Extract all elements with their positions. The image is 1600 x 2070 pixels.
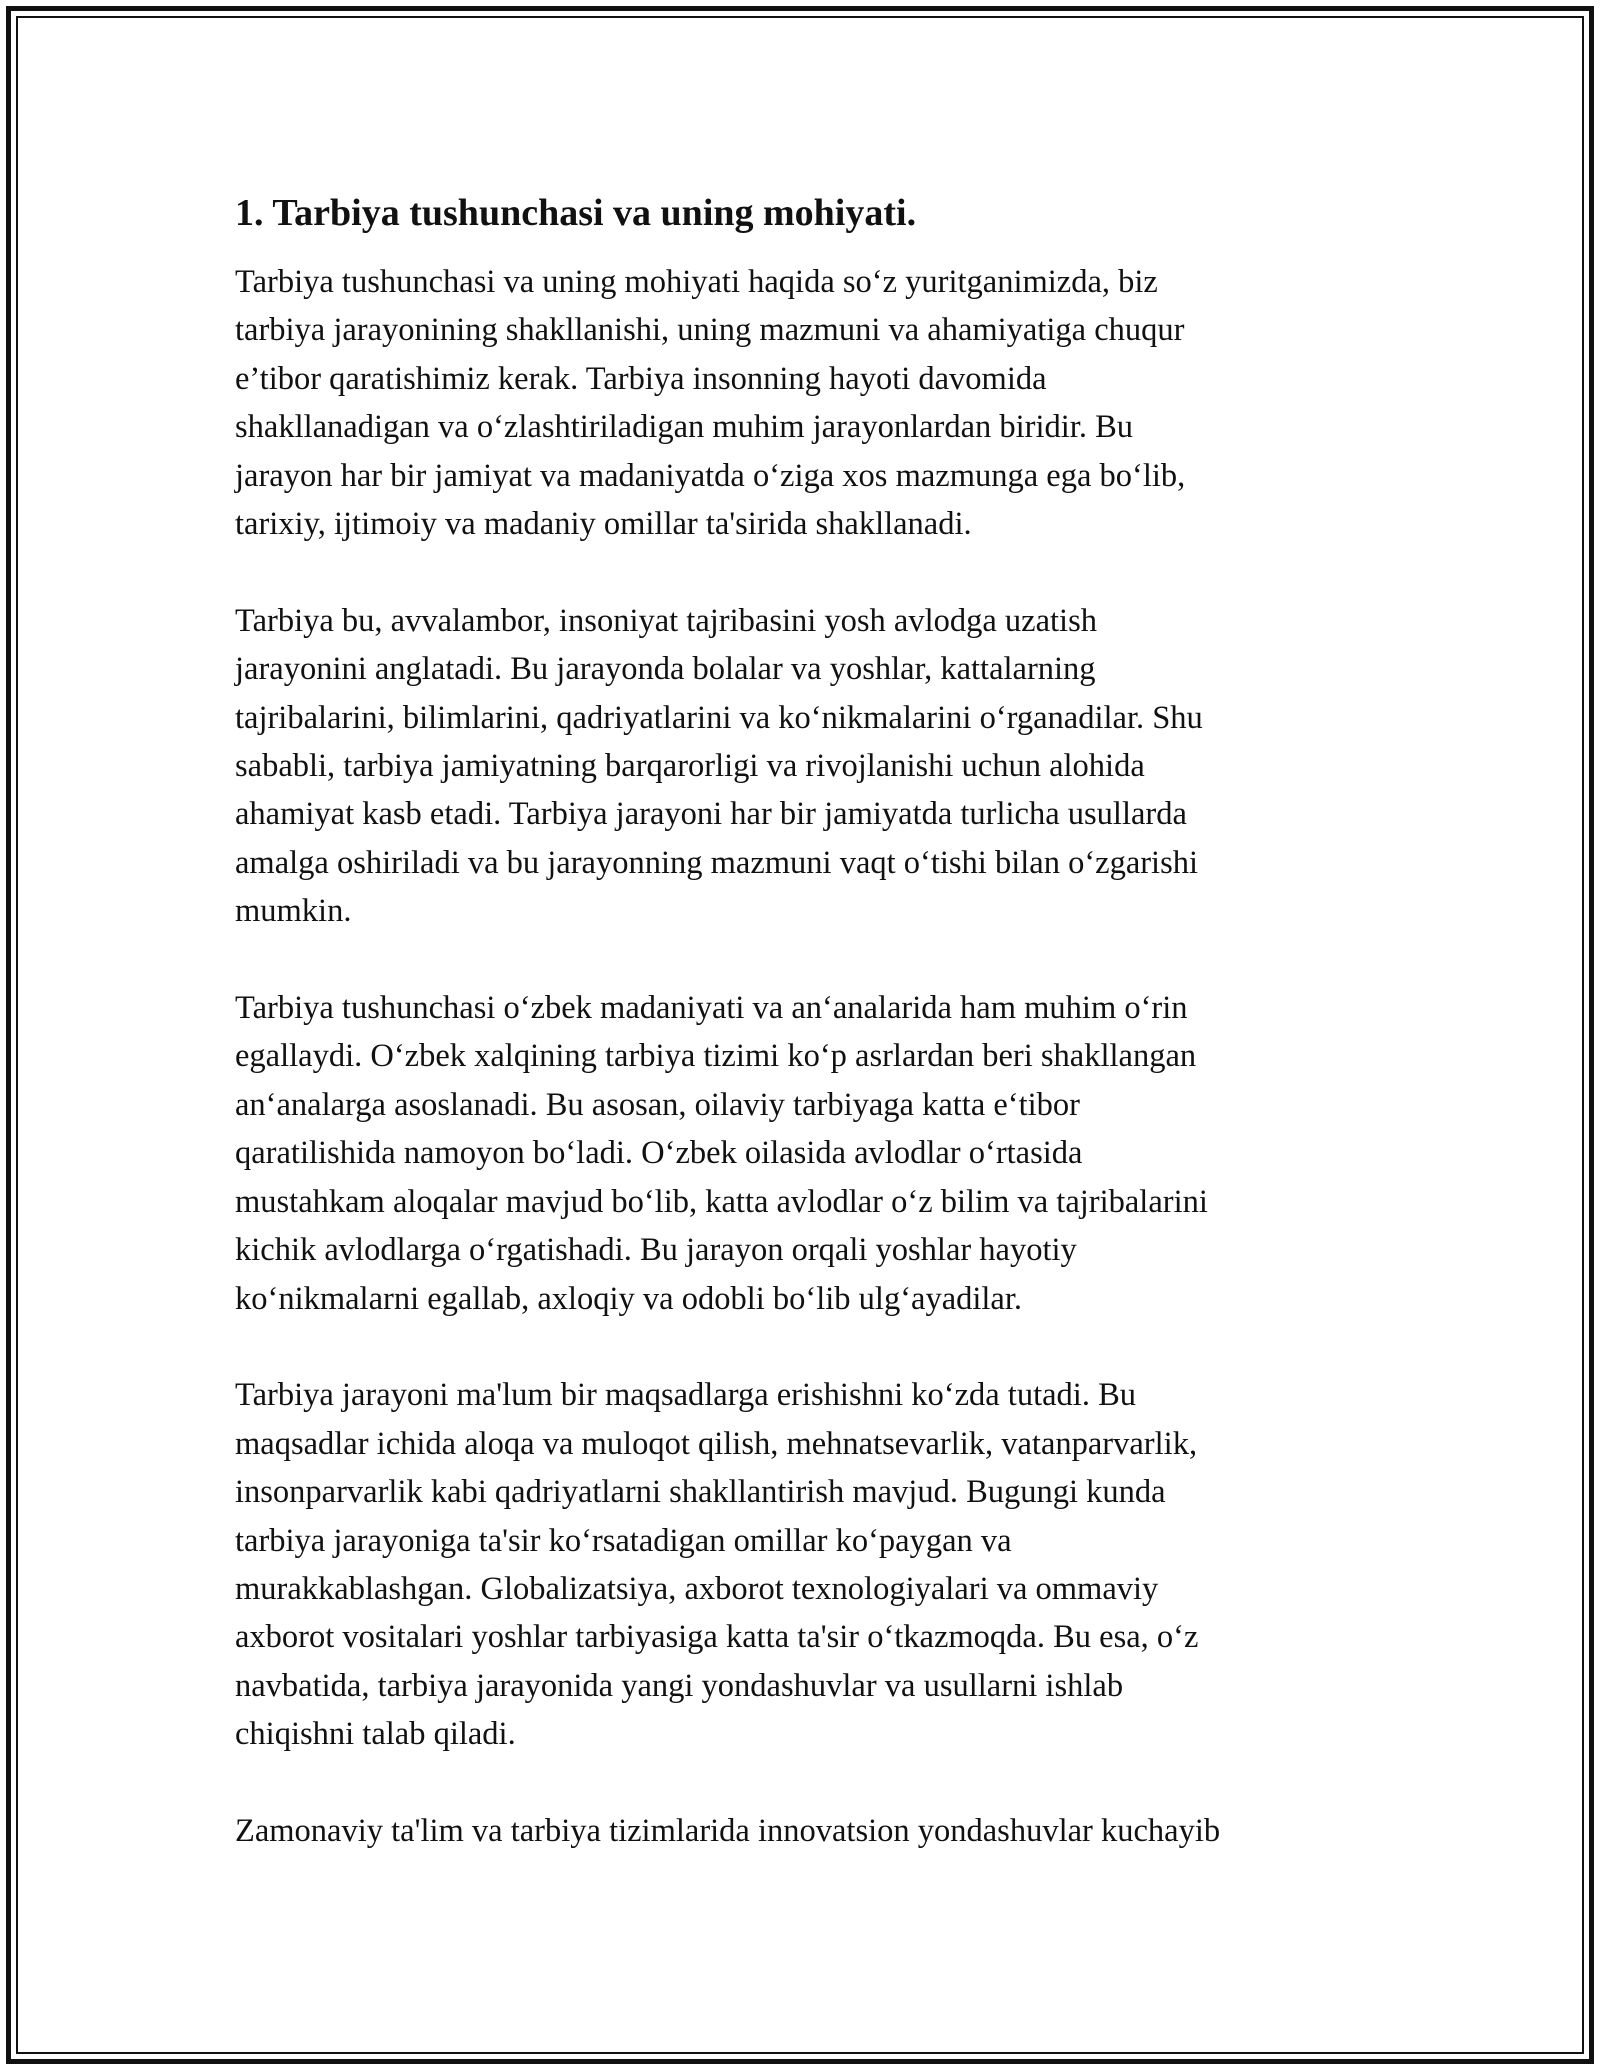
paragraph-line: shakllanadigan va o‘zlashtiriladigan muhim jarayonlardan biridir. Bu: [235, 409, 1134, 446]
paragraph-line: ko‘nikmalarni egallab, axloqiy va odobli bo‘lib ulg‘ayadilar.: [235, 1280, 1023, 1317]
section-heading: 1. Tarbiya tushunchasi va uning mohiyati.: [235, 192, 917, 234]
paragraph-line: tajribalarini, bilimlarini, qadriyatlarini va ko‘nikmalarini o‘rganadilar. Shu: [235, 699, 1203, 736]
paragraph-line: insonparvarlik kabi qadriyatlarni shakllantirish mavjud. Bugungi kunda: [235, 1474, 1166, 1511]
paragraph-line: ahamiyat kasb etadi. Tarbiya jarayoni har bir jamiyatda turlicha usullarda: [235, 796, 1187, 833]
paragraph-4: [235, 1371, 1360, 1758]
paragraph-line: e’tibor qaratishimiz kerak. Tarbiya insonning hayoti davomida: [235, 360, 1047, 397]
paragraph-line: Tarbiya tushunchasi o‘zbek madaniyati va an‘analarida ham muhim o‘rin: [235, 990, 1188, 1027]
paragraph-line: kichik avlodlarga o‘rgatishadi. Bu jarayon orqali yoshlar hayotiy: [235, 1232, 1077, 1269]
paragraph-line: egallaydi. O‘zbek xalqining tarbiya tizimi ko‘p asrlardan beri shakllangan: [235, 1038, 1197, 1075]
paragraph-line: Zamonaviy ta'lim va tarbiya tizimlarida innovatsion yondashuvlar kuchayib: [235, 1812, 1221, 1849]
paragraph-line: jarayonini anglatadi. Bu jarayonda bolalar va yoshlar, kattalarning: [235, 651, 1096, 688]
paragraph-1: [235, 258, 1360, 548]
paragraph-line: tarixiy, ijtimoiy va madaniy omillar ta'sirida shakllanadi.: [235, 506, 972, 543]
document-body: [235, 187, 1360, 1855]
paragraph-line: mustahkam aloqalar mavjud bo‘lib, katta avlodlar o‘z bilim va tajribalarini: [235, 1183, 1208, 1220]
paragraph-line: maqsadlar ichida aloqa va muloqot qilish, mehnatsevarlik, vatanparvarlik,: [235, 1425, 1198, 1462]
paragraph-line: jarayon har bir jamiyat va madaniyatda o‘ziga xos mazmunga ega bo‘lib,: [235, 457, 1186, 494]
paragraph-line: tarbiya jarayonining shakllanishi, uning mazmuni va ahamiyatiga chuqur: [235, 312, 1185, 349]
paragraph-5: [235, 1807, 1360, 1855]
paragraph-line: murakkablashgan. Globalizatsiya, axborot texnologiyalari va ommaviy: [235, 1570, 1159, 1607]
paragraph-2: [235, 597, 1360, 936]
paragraph-line: tarbiya jarayoniga ta'sir ko‘rsatadigan omillar ko‘paygan va: [235, 1522, 1012, 1559]
paragraph-line: Tarbiya tushunchasi va uning mohiyati haqida so‘z yuritganimizda, biz: [235, 264, 1158, 300]
paragraph-line: amalga oshiriladi va bu jarayonning mazmuni vaqt o‘tishi bilan o‘zgarishi: [235, 844, 1199, 881]
paragraph-line: Tarbiya bu, avvalambor, insoniyat tajribasini yosh avlodga uzatish: [235, 602, 1097, 639]
paragraph-line: qaratilishida namoyon bo‘ladi. O‘zbek oilasida avlodlar o‘rtasida: [235, 1135, 1083, 1172]
paragraph-line: sababli, tarbiya jamiyatning barqarorligi va rivojlanishi uchun alohida: [235, 748, 1145, 785]
paragraph-line: axborot vositalari yoshlar tarbiyasiga katta ta'sir o‘tkazmoqda. Bu esa, o‘z: [235, 1619, 1199, 1656]
paragraph-line: chiqishni talab qiladi.: [235, 1716, 516, 1753]
paragraph-3: [235, 984, 1360, 1323]
paragraph-line: Tarbiya jarayoni ma'lum bir maqsadlarga erishishni ko‘zda tutadi. Bu: [235, 1377, 1137, 1414]
paragraph-line: navbatida, tarbiya jarayonida yangi yondashuvlar va usullarni ishlab: [235, 1667, 1124, 1704]
paragraph-line: mumkin.: [235, 893, 352, 930]
paragraph-line: an‘analarga asoslanadi. Bu asosan, oilaviy tarbiyaga katta e‘tibor: [235, 1086, 1080, 1123]
